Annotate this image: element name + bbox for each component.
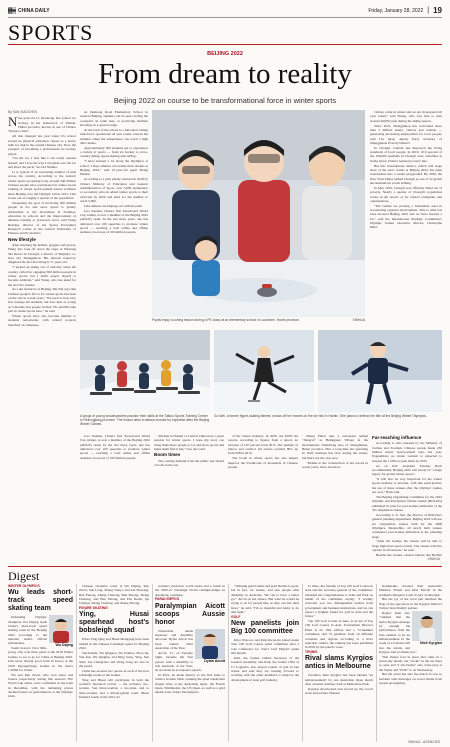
digest-kicker: GOLF: [231, 614, 241, 619]
section-title: SPORTS: [8, 20, 94, 45]
feature-kicker: BEIJING 2022: [207, 51, 243, 57]
snowboarders-illustration: [80, 330, 210, 412]
digest-kicker: WINTER OLYMPICS: [8, 584, 40, 588]
digest-column-6: [379, 584, 442, 742]
photo-young-snowboarders: [80, 330, 210, 412]
paragraph: After listening his helmet, goggles and gloves, Wang Jiao took off down the slope at Wanlong Ski Resort in Chongli, a district of Beijing's co-host city Zhangjiakou. His smooth trajectory disguised the fact that Wang is 71 years old.: [8, 242, 76, 265]
feature-subhead: Beijing 2022 on course to be transformational force in winter sports: [113, 96, 337, 105]
paragraph: As an IOC president Thomas Bach recommended, Beijing 2022 will surely be "a huge legacy for global winter sports".: [372, 463, 442, 477]
article-column-1: [8, 110, 76, 563]
paragraph: Wu and Ren Ziwei, who won silver and bronze respectively during this season's ISU World Cup series, were confirmed as the team in December, with the remaining places decided based on performances at the Olympic trials.: [8, 672, 73, 699]
article-column-6: [372, 434, 442, 556]
digest-rule: [8, 566, 442, 567]
athlete-illustration: [318, 330, 442, 412]
paragraph: Kyrgios showboated and revved up the crowd as he and partner Thanasi: [305, 686, 373, 696]
caption-text: Pupils enjoy a curling lesson during a PE class at an elementary school in Luanchen, Hubei province.: [152, 318, 300, 322]
column-divider: [152, 584, 153, 742]
digest-column-5: [305, 584, 373, 742]
paragraph: children in Nanshi or Central China have a great passion for winter sports. I hope my story can bring them more people to ice and snow sports and make them find it fun," Gao also said.: [154, 434, 224, 452]
paragraph: The Beijing Organizing Committee for the 2022 Olympic and Paralympic Winter Games (BOCOG) published its plan for post-Games utilization of the 39 competition venues.: [372, 494, 442, 512]
paragraph: Sun Kaizhi, Wu Qinghao, Wu Jianhao, Zhou Jie, Sun Kai, Wu Qinghao and Ding Song, Ying, Sun Yuxi, Liu Chengchao and Wang Song are also in the squad.: [79, 650, 149, 668]
paragraph: "I have learned a lot about the Olympics at school. I hope athletes can realize their dreams at Beijing 2022," said 10-year-old pupil Zhang Mushu.: [80, 159, 148, 177]
photo-skating-athlete: [318, 330, 442, 412]
digest-headline: Ying, Husai spearhead host's bobsleigh squad: [79, 611, 149, 635]
column-divider: [376, 584, 377, 742]
paragraph: "I picked up skiing out of curiosity when the country called for engaging 300 million people in winter sports, but I didn't expect myself to become addicted," said Wang, who has skied for the last five winters.: [8, 265, 76, 287]
nick-kyrgios-photo: [412, 611, 442, 645]
paragraph: According to Li Sen, the director of BOCOG's general planning department, Beijing 2022 will use six competition venues built for the 2008 Olympics. Meanwhile, all newly built venues considered post-Games utilization at the planning stage.: [372, 512, 442, 539]
article-column-2: [80, 110, 148, 317]
paragraph: "Thanks to the construction of ski resorts in recent years, more and more: [302, 460, 368, 469]
column-divider: [76, 584, 77, 742]
digest-kicker: TENNIS: [305, 649, 318, 654]
paragraph: Kim, the former United Secretary of the General Assembly, and Park, the former CEO of CJ Logistics, also played rounds of golf in late winter and said they are looking forward to working with the other members to improve the development of Asia golf industry.: [231, 655, 299, 682]
paragraph: "It will also be very important for the winter sports industry to become, with this participation, the use of these venues after the Olympic Games are over," Bach said.: [372, 477, 442, 495]
drop-cap: N: [8, 114, 18, 130]
paragraph: South Korea's Choi Min-jeong, who won three golds at the 2018 Winter Games, is set to go for China at Beijing 2022. Lim never having good form in Korea at the 2018 PyeongChang Games in the men's 1,500m for China.: [8, 646, 73, 672]
portrait-image: [195, 629, 225, 659]
logo-mark: 中國日報: [8, 4, 16, 16]
paragraph: Kokkinakis downed their Australia's Matthew Ebden and Max Purcell in the stadium's Margaret Court rivalry on Monday.: [379, 584, 442, 597]
paragraph: China has secured two quotas in each of the four bobsleigh events at the Games.: [79, 668, 149, 677]
paragraph: Pilots Ying Qing and Husai Mengqing have been named in the Chinese bobsleigh squad for Beijing 2022.: [79, 637, 149, 651]
wu-dajing-photo: [49, 615, 73, 647]
article-column-4: [228, 434, 298, 562]
paragraph: In Chongli, tourism has improved the living standards of local people. In 2019, 10.6 percent of the 160,000 residents in Chongli were classified as living below China's national poverty line.: [370, 145, 442, 163]
divider-bar: |: [427, 7, 430, 14]
portrait-image: [49, 615, 73, 643]
paragraph: Li Zhao, the founder of Top 100 Golf Course in Asia and the secretary-general of the committee, extended his congratulations to Kim and Park on behalf of the committee saying: "I warmly welcome you two distinguished leaders from government and business institutions, and we can expect a brighter future for golf in Asia and the future.": [305, 584, 373, 619]
paragraph: Like athletes are helping out with the push.: [84, 203, 143, 208]
publication-name: CHINA DAILY: [18, 7, 50, 14]
article-column-5: [370, 110, 442, 317]
digest-headline: Wu leads short-track speed skating team: [8, 589, 73, 613]
paragraph: Since 2016, Zhangjiakou has welcomed more than 3 million skiers, visitors and tourists — generating increasing employment for local people, said Liu Qian, deputy Party secretary of Zhangjiakou Poverty District.: [370, 123, 442, 145]
paragraph: Kiyo Won-soo and Park Kwon-jin joined Asian Tour 100 Golf Course panel committee after a vote conference for Tour's Golf Digest's panel this month.: [231, 638, 299, 656]
digest-title: Digest: [8, 569, 40, 583]
paragraph: In 2021, he made history as the first male to claim a Golden Slam, winning the quad wheelchair singles titles at the Australian Open, the French Open, Wimbledon, the US Open, as well as a gold medal at the Tokyo Paralympics.: [155, 672, 225, 695]
subhead-new-lifestyle: New lifestyle: [8, 236, 36, 242]
byline: By SUN XIAOCHEN: [8, 110, 37, 114]
digest-headline: Paralympian Aicott scoops Aussie honor: [155, 602, 225, 626]
paragraph: Gao Xuehan, China's first Snowboard World Cup winner, is now a member of the Beijing 2022 publicity team. In the last three years, she has delivered over 100 speeches to promote winter sports — reaching a total online and offline audience in excess of 100 million people.: [80, 208, 148, 235]
curling-class-illustration: [152, 110, 365, 317]
paragraph: Gao Xuehan, China's first Snowboard World Cup winner, is now a member of the Beijing 2022 publicity team. In the last three years, she has delivered over 100 speeches to promote winter sports — reaching a total online and offline audience in excess of 100 million people.: [80, 434, 150, 460]
digest-headline: New panelists join Big 100 committee: [231, 620, 299, 636]
publication-logo: [8, 4, 50, 16]
paragraph: visitors come in winter and we are ill-prepared all year round," said Zhang, who was able to earn around 40,000 yuan during the skiing season.: [370, 110, 442, 123]
digest-kicker: FIGURE SKATING: [79, 606, 108, 611]
paragraph: The soaring demand from the public has fueled a boom in the rest: [154, 458, 224, 468]
paragraph: "The Games are proving a formidable asset in accelerating regional development. This is what has been boosted Beijing 2022 and we have learned a lot," said the International Olympic Committee's Olympic Games executive director, Christophe Dubi.: [370, 203, 442, 230]
photo-credit: XINHUA: [352, 318, 365, 322]
paragraph: According to data released by the Ministry of Culture and Tourism, Chinese people made 230 million winter sports-related trips last year. Expenditure on winter tourism is expected to surpass the 1 trillion yuan mark by 2025.: [372, 441, 442, 463]
paragraph: Approximately 300 students get to experience a variety of sports — from ice hockey to cross-country skiing, speed skating and curling.: [80, 145, 148, 159]
digest-headline: Rival slams Kyrgios antics in Melbourne: [305, 655, 373, 671]
feature-headline: From dream to reality: [98, 58, 352, 90]
issue-date: Friday, January 28, 2022: [368, 7, 424, 14]
paragraph: Sweden's Tenn Kyrgios has been labeled "an embarrassment" by one Australian Open match after a heated doubles clash at Melbourne Park.: [305, 673, 373, 686]
digest-column-4: [231, 584, 299, 742]
header-info: [368, 6, 442, 15]
paragraph: The boom in winter sports has also helped improve the livelihoods of thousands of Chinese people.: [228, 456, 298, 469]
paragraph: Zhang Fubai runs a restaurant named "Jiangcai" in Humaguan Village in the mountainous Taizicheng area of Zhangjiakou, Hebei province. He's a long-time ski operating in 1918, business has slow during the winter, but that's not the case now.: [302, 434, 368, 460]
paragraph: "Winning grand slams and gold medals is great, but in fact, for Aussie, and also people with disability in Australia, 'We can to have a better go,'" Alcott on his chance. But what he would be trying to do for people like, so they can live their lives," he said. "I'm so thankful and lucky to do that right.": [231, 584, 299, 615]
digest-kicker: PARALYMPICS: [155, 597, 180, 602]
article-column-3: [154, 434, 224, 562]
main-photo-curling-class: [152, 110, 365, 317]
page-number: 19: [433, 6, 442, 15]
paragraph: All that changed last year when Li's school started its physical education classes at a newly built ice rink in the central Chinese city. Now, the prospect of becoming a professional ice hockey player.: [8, 134, 76, 156]
paragraph: Li is typical of an increasing number of kids across the country. According to the nation's winter sports governing body, around 346 million Chinese people have participated in winter sports training or winter sports-related leisure activities since Beijing won the Olympic bid in 2015. That works out as roughly a quarter of the population.: [8, 169, 76, 201]
paragraph: As a ski instructor at Beijing, Ma Wei says that Chinese people's fervor for winter sports has been on the rise in recent years. "We used to host very few teenage ski students, but now kids as young as 3 months and people in their 70s and 80s take part in winter sports here," he said.: [8, 287, 76, 314]
paragraph: That makes four in place that came in a seven-day match, ran "stroke" in the net there so said, and "I am Tennis" also come play at the Venus and "FOX" to on Wednesday.: [379, 654, 442, 672]
paragraph: women's monobob world series and a fourth in the 2020-21 bobsleigh World Championships in Altenberg, Germany.: [155, 584, 225, 597]
right-photo-caption: Gu Wei, a former figure-skating athlete, shows off her moves on the ice rink in Harbin. She plans to defend her title at the Beijing Winter Olympics.: [214, 414, 427, 418]
photo-figure-skater: [214, 330, 314, 412]
subhead-boom-times: Boom times: [154, 452, 181, 458]
digest-column-3: [155, 584, 225, 742]
paragraph: Top 100 Golf Course in Asia, is an list of Top 100 Golf Course in Asia. Tournament Director Ellen is its 16th edition and a 72-member committee, and 72 panelists from 19 different countries and regions according to a strict selection criteria, the ranking has been published in 2020 by the panel's votes.: [305, 619, 373, 650]
paragraph: Surpassing the goal of involving 300 million people in ice and snow sports is greatly attributable to the investment in facilities, education in schools and the improvement of amateur training at grassroots level, said Wang Ruiying, director of the Sports Economics Research Center at the Central University of Finance and Economics.: [8, 200, 76, 236]
paragraph: At the back of the school is a full-sized curling rink that is operational all year round, even in the summer when the temperature can reach a high 40s Celsius.: [80, 127, 148, 145]
paragraph: But the joy of the local pair matched the flags of the spectators in the Kyrgios Mirror's Twitter Ivan Dodig's partner.: [379, 597, 442, 611]
paragraph: At Dazhong Road Elementary School in western Beijing, students can be seen circling the courtyard on roller skis, or practicing biathlon shooting on a special range.: [80, 110, 148, 128]
photo-name: Dylan Alcott: [204, 658, 225, 663]
paragraph: But the event has also the match in was so incident with messages on social media from people apologizing.: [379, 672, 442, 686]
article-column-2b: [80, 434, 150, 562]
paragraph: "After the Games, the venues will be able to stage high-level sports events. The venues will also operate in all seasons," he said.: [372, 539, 442, 553]
digest-column-2: [79, 584, 149, 742]
column-divider: [228, 584, 229, 742]
portrait-image: [412, 611, 442, 641]
main-photo-caption: [152, 318, 365, 322]
paragraph: In May 2019, Chongli was officially lifted out of poverty. Nearly a quarter of Chongli's population works in ski resorts or for related companies and organizations.: [370, 185, 442, 203]
left-photo-caption: A group of young snowboarders practice their skills at the Taikoo Sports Training Center in Heilongjiang province. The lesson aims to attract recruits for expertise after the Beijing Winter Games.: [80, 414, 210, 427]
article-credit: XINHUA: [427, 557, 440, 561]
paragraph: Chinese 10-skater roster is Wu Dajing, Ren Ziwei, Sun Long, Zhang Tianyi, and Liu Shaoang; Ban Yutong, Zhang Chutong, Han Yutong, Zhang Chutong, and Han Yutong, and Fan Kexin, Qu Chunyu, Zhang Chutong, and Zhang Yutong.: [79, 584, 149, 606]
article-column-4b: [302, 434, 368, 562]
paragraph: Alcott, 31, on Tuesday night, became the first person with a disability to win Australia of the Year, an accolade an acceptance speech.: [155, 650, 202, 673]
paragraph: "On the ice, I feel like I can really express myself, and I love the way I can glide over the ice and shoot the puck," he told Xinhua.: [8, 156, 76, 170]
paragraph: According to a plan jointly released in 2018 by China's Ministry of Education and General Administration of Sport, over 5,000 elementary or secondary schools added winter sports to their curricula by 2020 and aims for the number to reach 5,000.: [80, 177, 148, 203]
photo-name: Wu Dajing: [55, 643, 73, 648]
digest-credit: XINHUA - AGENCIES: [407, 740, 440, 744]
paragraph: Defending Olympic champion Wu Dajing leads China's short-track speed skating team in the Beijing 2022 according to the national team's official information.: [8, 615, 47, 646]
digest-column-1: [8, 584, 73, 742]
subhead-far-reaching-influence: Far-reaching influence: [372, 435, 422, 440]
photo-name: Nick Kyrgios: [420, 640, 442, 645]
paragraph: of the winter industry. In 2020, the 8,000 ski resorts, according to figures from a report, an increase of 107 percent from 2015. The number of indoor and outdoor ski resorts reached 803, up from 568 in 2015.: [228, 434, 298, 456]
paragraph: But this mountainous district, which will stage most of the snow events at Beijing 2022, has been transformed into a winter playground. By 2020, the New York Times named Chongli as one of 52 global ski destinations worth visiting.: [370, 163, 442, 185]
paragraph: Wheelchair tennis superstar and disability advocate Dylan Alcott has been named 2022 Australian of the Year.: [155, 628, 193, 651]
paragraph: ine-year-old Li Xiaohong had joined ice hockey in her hometown of Wuhan, Hubei province, known as one of China's "furnace cities".: [8, 116, 76, 134]
skater-illustration: [214, 330, 314, 412]
paragraph: Winter sports have also become familiar to students nationwide, with related projects launched on campuses.: [8, 313, 76, 327]
paragraph: Besides the venues, experts believe that Beijing: [376, 552, 442, 556]
column-divider: [302, 584, 303, 742]
section-rule: [8, 44, 442, 45]
paragraph: Rajeev Ram also "claimed that the antics Kyrgios manage by enough his performance from the fans seemed to be an embarrassment in the week of a ball that fell into the stands, and Kyrgios said no thank you.": [379, 610, 417, 654]
paragraph: Ying and Husai will participate in both the women's monobob events — the women's two-woman, Sun three-woman, a two-man, and to three-woman, and a mixed-gender team. Husai finished fourth in the 2021-22: [79, 677, 149, 700]
page-header: [8, 5, 442, 18]
dylan-alcott-photo: [195, 629, 225, 663]
